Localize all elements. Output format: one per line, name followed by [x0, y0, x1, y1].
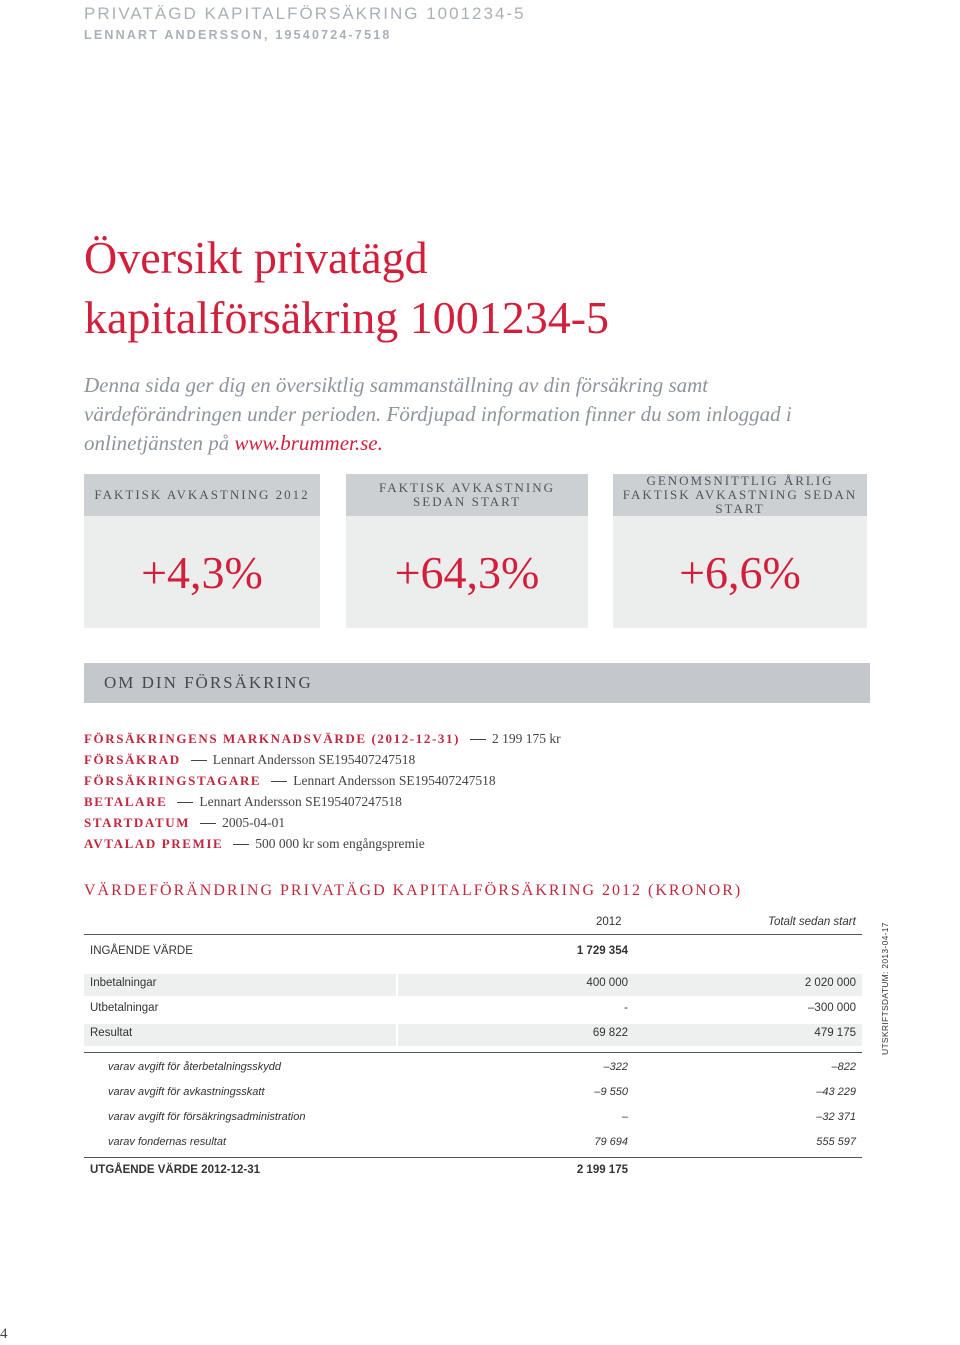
column-header-total: Totalt sedan start [768, 916, 856, 928]
divider [84, 934, 862, 935]
row-label: INGÅENDE VÄRDE [90, 945, 193, 957]
intro-body: Denna sida ger dig en översiktlig sammanställning av din försäkring samt värdeförändringen under perioden. Fördjupad information finner du som inloggad i onlinetjänsten på [84, 373, 792, 455]
info-start-date [84, 815, 874, 831]
dash [191, 760, 207, 761]
info-value: Lennart Andersson SE195407247518 [199, 794, 402, 809]
row-value-2012: –322 [603, 1061, 628, 1073]
info-value: 2 199 175 kr [492, 731, 561, 746]
info-label: STARTDATUM [84, 815, 191, 830]
table-row [84, 974, 862, 996]
row-label: UTGÅENDE VÄRDE 2012-12-31 [90, 1164, 261, 1176]
info-insured [84, 752, 874, 768]
row-label: Utbetalningar [90, 1002, 159, 1014]
info-label: FÖRSÄKRINGSTAGARE [84, 773, 262, 788]
divider [84, 1157, 862, 1158]
table-subrow [84, 1108, 862, 1130]
page-title-line-1: Översikt privatägd [84, 232, 428, 283]
kpi-label: FAKTISK AVKASTNING 2012 [84, 474, 320, 516]
info-value: 500 000 kr som engångspremie [255, 836, 425, 851]
info-label: AVTALAD PREMIE [84, 836, 224, 851]
dash [470, 739, 486, 740]
kpi-label: FAKTISK AVKASTNING SEDAN START [346, 474, 588, 516]
table-row-closing [84, 1161, 862, 1183]
row-value-total: –822 [831, 1061, 856, 1073]
cell-gap [396, 1024, 398, 1046]
page-number: 4 [0, 1326, 8, 1342]
row-label: Resultat [90, 1027, 133, 1039]
table-row [84, 1024, 862, 1046]
row-value-2012: 79 694 [594, 1136, 628, 1148]
row-value-2012: - [624, 1002, 628, 1014]
table-subrow [84, 1133, 862, 1155]
page-title-line-2: kapitalförsäkring 1001234-5 [84, 292, 610, 343]
column-header-2012: 2012 [596, 916, 622, 928]
info-value: Lennart Andersson SE195407247518 [212, 752, 416, 767]
kpi-value: +4,3% [141, 546, 263, 598]
info-premium [84, 836, 874, 852]
table-title: VÄRDEFÖRÄNDRING PRIVATÄGD KAPITALFÖRSÄKRING 2012 (KRONOR) [84, 882, 743, 899]
info-value: 2005-04-01 [222, 815, 286, 830]
cell-gap [396, 974, 398, 996]
header-line-2: LENNART ANDERSSON, 19540724-7518 [84, 28, 392, 42]
kpi-label: GENOMSNITTLIG ÅRLIG FAKTISK AVKASTNING SEDAN START [613, 474, 867, 516]
info-value: Lennart Andersson SE195407247518 [293, 773, 496, 788]
table-row-opening [84, 942, 862, 964]
table-subrow [84, 1083, 862, 1105]
info-label: FÖRSÄKRINGENS MARKNADSVÄRDE (2012-12-31) [84, 731, 460, 746]
dash [200, 823, 216, 824]
row-value-total: –32 371 [816, 1111, 856, 1123]
row-label: varav fondernas resultat [108, 1136, 227, 1148]
row-label: varav avgift för avkastningsskatt [108, 1086, 265, 1098]
kpi-avg-annual-return [613, 474, 867, 628]
row-label: varav avgift för försäkringsadministration [108, 1111, 306, 1123]
row-value-total: –300 000 [808, 1002, 856, 1014]
info-policyholder [84, 773, 874, 789]
row-value-total: –43 229 [816, 1086, 856, 1098]
row-value-2012: – [621, 1111, 628, 1123]
row-value-2012: 1 729 354 [576, 945, 628, 957]
kpi-return-2012 [84, 474, 320, 628]
kpi-return-since-start [346, 474, 588, 628]
row-value-2012: 2 199 175 [576, 1164, 628, 1176]
row-value-2012: 69 822 [592, 1027, 628, 1039]
print-date: UTSKRIFTSDATUM: 2013-04-17 [880, 922, 890, 1055]
row-value-total: 2 020 000 [804, 977, 856, 989]
info-payer [84, 794, 874, 810]
page-title [84, 228, 844, 348]
dash [271, 781, 287, 782]
row-value-total: 555 597 [816, 1136, 856, 1148]
info-label: BETALARE [84, 794, 168, 809]
row-value-2012: 400 000 [586, 977, 628, 989]
divider [84, 1052, 862, 1053]
kpi-value: +64,3% [394, 546, 540, 598]
kpi-value: +6,6% [679, 546, 801, 598]
dash [177, 802, 193, 803]
info-label: FÖRSÄKRAD [84, 752, 181, 767]
row-label: Inbetalningar [90, 977, 157, 989]
intro-text [84, 371, 864, 458]
info-market-value [84, 731, 874, 747]
section-header: OM DIN FÖRSÄKRING [84, 663, 870, 703]
row-value-total: 479 175 [814, 1027, 856, 1039]
dash [233, 844, 249, 845]
table-subrow [84, 1058, 862, 1080]
website-link[interactable]: www.brummer.se. [234, 431, 383, 455]
row-value-2012: –9 550 [594, 1086, 628, 1098]
row-label: varav avgift för återbetalningsskydd [108, 1061, 282, 1073]
header-line-1: PRIVATÄGD KAPITALFÖRSÄKRING 1001234-5 [84, 4, 526, 23]
table-row [84, 999, 862, 1021]
